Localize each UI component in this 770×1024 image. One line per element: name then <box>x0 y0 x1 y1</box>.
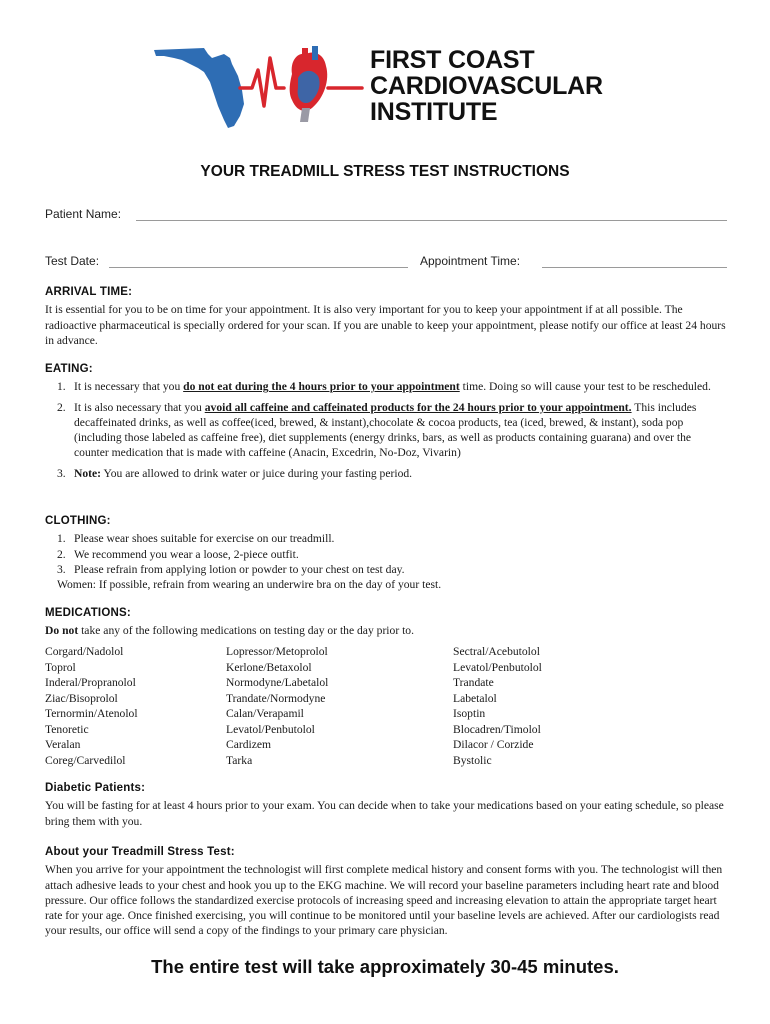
diabetic-heading: Diabetic Patients: <box>45 782 146 794</box>
appointment-time-label: Appointment Time: <box>420 254 521 268</box>
patient-name-label: Patient Name: <box>45 207 122 221</box>
clothing-women-note: Women: If possible, refrain from wearing an underwire bra on the day of your test. <box>57 578 442 592</box>
eating-heading: EATING: <box>45 363 93 375</box>
ekg-line-icon <box>240 58 284 106</box>
medication-item: Veralan <box>45 738 81 751</box>
medication-item: Inderal/Propranolol <box>45 676 136 689</box>
medication-item: Levatol/Penbutolol <box>226 722 315 736</box>
medication-item: Corgard/Nadolol <box>45 645 124 658</box>
medication-item: Kerlone/Betaxolol <box>226 660 312 674</box>
test-date-field[interactable] <box>109 267 408 268</box>
heart-icon <box>290 46 328 122</box>
about-heading: About your Treadmill Stress Test: <box>45 846 235 858</box>
clothing-item: 3. Please refrain from applying lotion or powder to your chest on test day. <box>57 562 405 576</box>
arrival-section <box>45 285 727 348</box>
florida-map-icon <box>154 48 244 128</box>
medications-column-1 <box>45 644 138 768</box>
medication-item: Lopressor/Metoprolol <box>226 645 328 658</box>
medication-item: Ziac/Bisoprolol <box>45 691 118 705</box>
medication-item: Trandate/Normodyne <box>226 691 326 705</box>
org-name-line-3: INSTITUTE <box>370 98 498 126</box>
clothing-item: 1. Please wear shoes suitable for exercise on our treadmill. <box>57 532 335 546</box>
medication-item: Isoptin <box>453 707 486 720</box>
clothing-item: 2. We recommend you wear a loose, 2-piece outfit. <box>57 547 299 561</box>
medication-item: Normodyne/Labetalol <box>226 676 329 689</box>
medication-item: Ternormin/Atenolol <box>45 707 138 720</box>
eating-item-1: 1. It is necessary that you do not eat during the 4 hours prior to your appointment time. Doing so will cause your test to be rescheduled. <box>57 380 711 394</box>
medications-intro: Do not take any of the following medications on testing day or the day prior to. <box>45 624 415 638</box>
clothing-heading: CLOTHING: <box>45 515 111 527</box>
medication-item: Sectral/Acebutolol <box>453 645 540 658</box>
clothing-section <box>45 514 727 592</box>
about-section <box>45 845 727 939</box>
org-name-line-2: CARDIOVASCULAR <box>370 72 603 100</box>
organization-name <box>370 47 603 125</box>
arrival-heading: ARRIVAL TIME: <box>45 286 133 298</box>
medications-column-2 <box>226 644 328 768</box>
medications-list <box>45 644 727 770</box>
medication-item: Dilacor / Corzide <box>453 738 534 751</box>
diabetic-text: You will be fasting for at least 4 hours prior to your exam. You can decide when to take your medications based on your eating schedule, so please bring them with you. <box>45 799 724 828</box>
duration-note: The entire test will take approximately 30-45 minutes. <box>151 956 619 977</box>
medication-item: Cardizem <box>226 738 272 751</box>
eating-item-2: 2. It is also necessary that you avoid all caffeine and caffeinated products for the 24 hours prior to your appointment. This includes decaffeinated drinks, as well as coffee(iced, brewed, & instant),chocolate & cocoa products, tea (iced, brewed, & instant), soda pop (including those labeled as caffeine free), diet supplements (energy drinks, bars, as well as products containing guarana) and over the counter medication that is made with caffeine (Anacin, Excedrin, No-Doz, Vivarin) <box>57 400 697 460</box>
eating-item-3: 3. Note: You are allowed to drink water or juice during your fasting period. <box>57 466 413 480</box>
medication-item: Blocadren/Timolol <box>453 722 541 736</box>
appointment-time-field[interactable] <box>542 267 727 268</box>
test-date-label: Test Date: <box>45 254 100 268</box>
about-text: When you arrive for your appointment the technologist will first complete medical history and consent forms with you. The technologist will then attach adhesive leads to your chest and hook you up to the EKG machine. We will record your baseline parameters including heart rate and blood pressure. Our office follows the standardized exercise protocols of increasing speed and increasing elevation to attain the appropriate target heart rate for your age. Once finished exercising, you will continue to be monitored until your baseline levels are achieved. After our cardiologists read your results, our office will send a copy of the findings to your primary care physician. <box>45 863 723 938</box>
arrival-text: It is essential for you to be on time for your appointment. It is also very important for you to keep your appointment if at all possible. The radioactive pharmaceutical is specially ordered for your scan. If you are unable to keep your appointment, please notify our office at least 24 hours in advance. <box>45 303 726 347</box>
medication-item: Levatol/Penbutolol <box>453 660 542 674</box>
medication-item: Bystolic <box>453 753 492 767</box>
patient-name-row <box>45 207 727 223</box>
medication-item: Toprol <box>45 660 76 674</box>
medication-item: Trandate <box>453 676 494 689</box>
patient-name-field[interactable] <box>136 220 727 221</box>
medication-item: Labetalol <box>453 691 497 705</box>
medications-section <box>45 606 727 639</box>
medication-item: Coreg/Carvedilol <box>45 753 126 767</box>
test-date-row <box>45 254 727 270</box>
org-name-line-1: FIRST COAST <box>370 46 535 74</box>
diabetic-section <box>45 781 727 829</box>
medications-heading: MEDICATIONS: <box>45 607 131 619</box>
eating-section <box>45 362 727 486</box>
document-title: YOUR TREADMILL STRESS TEST INSTRUCTIONS <box>200 163 570 180</box>
medication-item: Tarka <box>226 753 253 767</box>
medications-column-3 <box>453 644 542 768</box>
medication-item: Calan/Verapamil <box>226 707 304 720</box>
medication-item: Tenoretic <box>45 722 89 736</box>
logo-graphic <box>152 44 364 130</box>
